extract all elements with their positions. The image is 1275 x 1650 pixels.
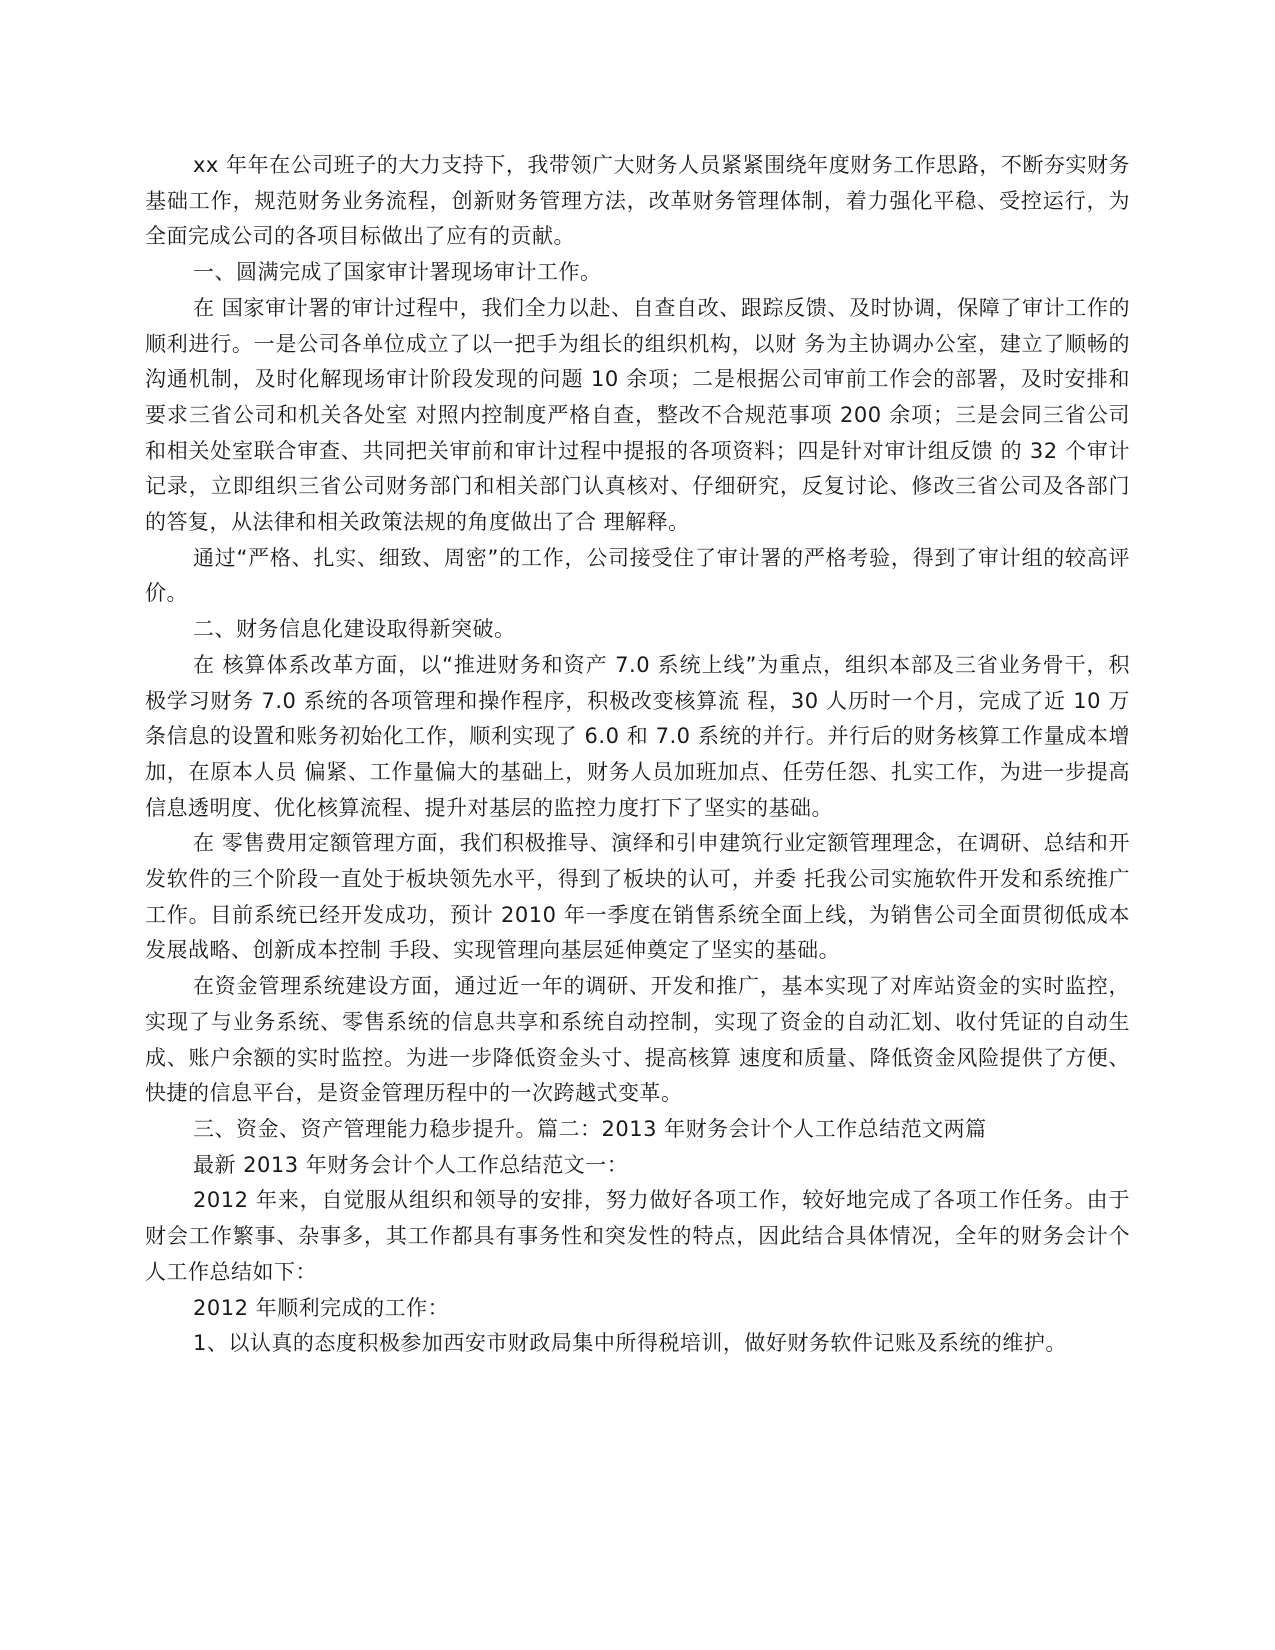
audit-paragraph: 在 国家审计署的审计过程中，我们全力以赴、自查自改、跟踪反馈、及时协调，保障了审计工作的顺利进行。一是公司各单位成立了以一把手为组长的组织机构，以财 务为主协调办公室，建立了顺畅的沟通机制，及时化解现场审计阶段发现的问题 10 余项；二是根据公司审前工作会的部署，及时安排和要求三省公司和机关各处室 对照内控制度严格自查，整改不合规范事项 200 余项；三是会同三省公司和相关处室联合审查、共同把关审前和审计过程中提报的各项资料；四是针对审计组反馈 的 32 个审计记录，立即组织三省公司财务部门和相关部门认真核对、仔细研究，反复讨论、修改三省公司及各部门的答复，从法律和相关政策法规的角度做出了合 理解释。 <box>145 295 1130 535</box>
list-item-1: 1、以认真的态度积极参加西安市财政局集中所得税培训，做好财务软件记账及系统的维护。 <box>193 1331 1067 1356</box>
completed-work-heading: 2012 年顺利完成的工作： <box>193 1295 450 1320</box>
intro-paragraph: xx 年年在公司班子的大力支持下，我带领广大财务人员紧紧围绕年度财务工作思路，不断夯实财务基础工作，规范财务业务流程，创新财务管理方法，改革财务管理体制，着力强化平稳、受控运行，为全面完成公司的各项目标做出了应有的贡献。 <box>145 153 1130 249</box>
article-title-line: 最新 2013 年财务会计个人工作总结范文一： <box>193 1152 629 1177</box>
retail-quota-paragraph: 在 零售费用定额管理方面，我们积极推导、演绎和引申建筑行业定额管理理念，在调研、总结和开发软件的三个阶段一直处于板块领先水平，得到了板块的认可，并委 托我公司实施软件开发和系统推广工作。目前系统已经开发成功，预计 2010 年一季度在销售系统全面上线，为销售公司全面贯彻低成本发展战略、创新成本控制 手段、实现管理向基层延伸奠定了坚实的基础。 <box>145 831 1130 963</box>
audit-result-paragraph: 通过“严格、扎实、细致、周密”的工作，公司接受住了审计署的严格考验，得到了审计组的较高评价。 <box>145 545 1130 606</box>
document-body <box>145 148 1130 1362</box>
section-heading-3: 三、资金、资产管理能力稳步提升。篇二：2013 年财务会计个人工作总结范文两篇 <box>193 1116 987 1141</box>
funds-system-paragraph: 在资金管理系统建设方面，通过近一年的调研、开发和推广，基本实现了对库站资金的实时监控， 实现了与业务系统、零售系统的信息共享和系统自动控制，实现了资金的自动汇划、收付凭证的自动生成、账户余额的实时监控。为进一步降低资金头寸、提高核算 速度和质量、降低资金风险提供了方便、快捷的信息平台，是资金管理历程中的一次跨越式变革。 <box>145 974 1130 1106</box>
section-heading-2: 二、财务信息化建设取得新突破。 <box>193 617 516 642</box>
section-heading-1: 一、圆满完成了国家审计署现场审计工作。 <box>193 260 602 285</box>
summary-intro-paragraph: 2012 年来，自觉服从组织和领导的安排，努力做好各项工作，较好地完成了各项工作任务。由于财会工作繁事、杂事多，其工作都具有事务性和突发性的特点，因此结合具体情况，全年的财务会计个人工作总结如下： <box>145 1188 1130 1284</box>
accounting-reform-paragraph: 在 核算体系改革方面，以“推进财务和资产 7.0 系统上线”为重点，组织本部及三省业务骨干，积极学习财务 7.0 系统的各项管理和操作程序，积极改变核算流 程，30 人历时一个月，完成了近 10 万条信息的设置和账务初始化工作，顺利实现了 6.0 和 7.0 系统的并行。并行后的财务核算工作量成本增加，在原本人员 偏紧、工作量偏大的基础上，财务人员加班加点、任劳任怨、扎实工作，为进一步提高信息透明度、优化核算流程、提升对基层的监控力度打下了坚实的基础。 <box>145 652 1130 820</box>
